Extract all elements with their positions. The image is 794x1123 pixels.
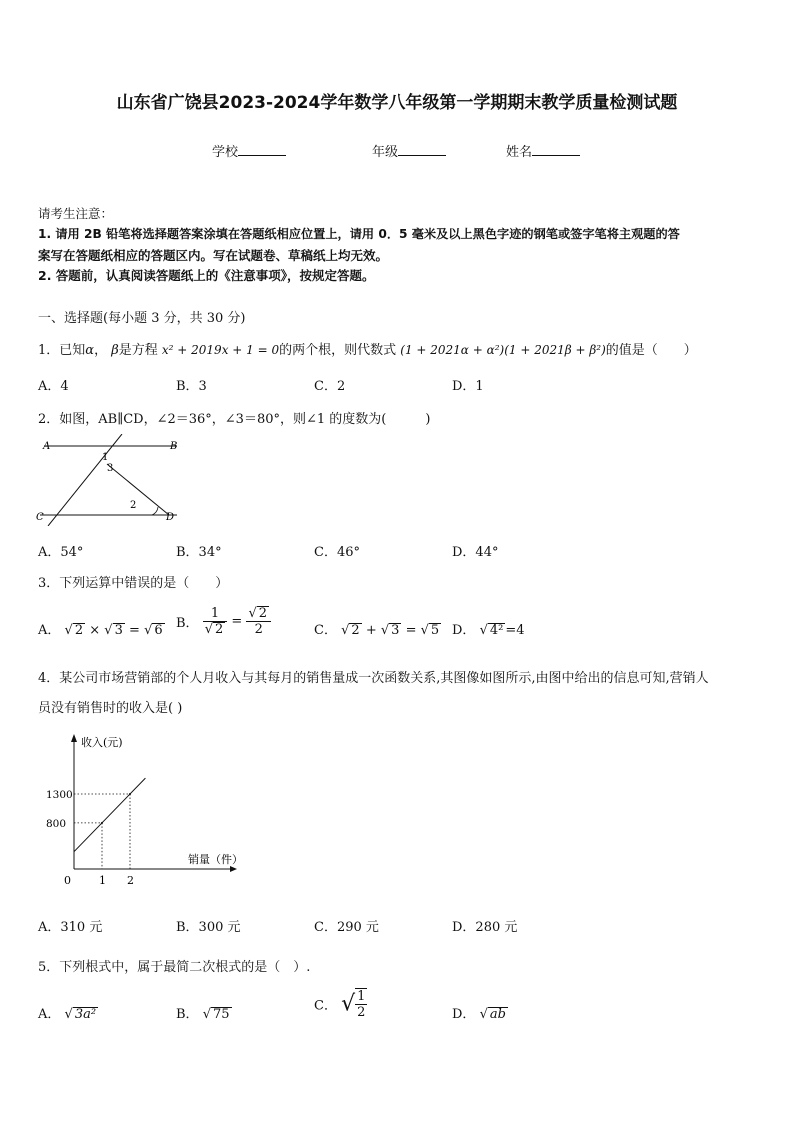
- label-angle-2: 2: [130, 500, 137, 511]
- q3-option-b-label: B．: [176, 616, 199, 632]
- q5-c-den: 2: [357, 1005, 366, 1020]
- q4-option-a[interactable]: A．310 元: [38, 920, 103, 935]
- q1-equation: x² + 2019x + 1 = 0: [161, 343, 280, 357]
- q5-option-c[interactable]: C． √ $\frac{1}{2}$: [314, 989, 366, 1020]
- label-a: A: [43, 441, 51, 452]
- q5-b-rad: 75: [213, 1007, 230, 1022]
- question-5: 5．下列根式中，属于最简二次根式的是（ ）.: [38, 960, 311, 975]
- name-blank[interactable]: [532, 143, 580, 156]
- q3-option-c[interactable]: C． √ 2 + √ 3 = √ 5: [314, 623, 440, 638]
- name-label: 姓名: [506, 145, 533, 160]
- q3-d-eq: =4: [505, 623, 525, 638]
- q5-option-d[interactable]: D． √ ab: [452, 1007, 506, 1022]
- q3-b-num: 1: [203, 606, 228, 622]
- q3-d-rad: 4²: [489, 623, 504, 638]
- q4-income-chart: [30, 730, 260, 892]
- q3-option-d[interactable]: D． √ 4² =4: [452, 623, 525, 638]
- q1-expression: (1 + 2021α + α²)(1 + 2021β + β²): [400, 343, 606, 357]
- grade-label: 年级: [372, 145, 399, 160]
- q3-option-d-label: D．: [452, 623, 476, 638]
- q5-option-b[interactable]: B． √ 75: [176, 1007, 230, 1022]
- data-point-1: [101, 822, 103, 824]
- q2-option-b[interactable]: B．34°: [176, 545, 222, 560]
- q2-parallel-lines-figure: [34, 434, 184, 526]
- q3-c-eq: =: [405, 623, 417, 638]
- question-2: 2．如图，AB∥CD，∠2＝36°，∠3＝80°，则∠1 的度数为( ): [38, 412, 431, 427]
- q5-a-rad: 3a²: [74, 1007, 97, 1022]
- label-angle-3: 3: [107, 463, 114, 474]
- segment: [107, 464, 169, 515]
- label-c: C: [36, 512, 44, 523]
- school-label: 学校: [212, 145, 239, 160]
- q3-b-num2: 2: [258, 606, 268, 621]
- q1-option-d[interactable]: D．1: [452, 379, 484, 394]
- q5-option-a-label: A．: [38, 1007, 61, 1022]
- x-axis-arrow: [230, 866, 237, 872]
- school-blank[interactable]: [238, 143, 286, 156]
- label-b: B: [170, 441, 178, 452]
- notice-item1-line1: 1. 请用 2B 铅笔将选择题答案涂填在答题纸相应位置上，请用 0．5 毫米及以上黑色字迹的钢笔或签字笔将主观题的答: [38, 227, 680, 241]
- q1-option-b[interactable]: B．3: [176, 379, 207, 394]
- q1-mid: 是方程: [118, 343, 158, 358]
- q1-beta: β: [111, 343, 119, 358]
- q2-option-c[interactable]: C．46°: [314, 545, 360, 560]
- grade-blank[interactable]: [398, 143, 446, 156]
- q3-option-b[interactable]: B． $\frac{1}{√ 2}$ = $\frac{√ 2}{2}$: [176, 606, 271, 637]
- q4-option-d[interactable]: D．280 元: [452, 920, 518, 935]
- origin-label: 0: [64, 874, 71, 887]
- name-field[interactable]: [506, 141, 580, 160]
- data-point-2: [129, 793, 131, 795]
- q5-option-d-label: D．: [452, 1007, 476, 1022]
- y-axis-label: 收入(元): [81, 736, 123, 749]
- q4-option-b[interactable]: B．300 元: [176, 920, 241, 935]
- q5-c-num: 1: [357, 989, 366, 1004]
- q3-b-den2: 2: [254, 622, 263, 638]
- q1-alpha: α: [85, 343, 95, 358]
- q3-a-eq: =: [129, 623, 140, 638]
- q3-option-c-label: C．: [314, 623, 337, 638]
- q4-option-c[interactable]: C．290 元: [314, 920, 379, 935]
- notice-heading: 请考生注意：: [38, 206, 114, 221]
- notice-item1-line2: 案写在答题纸相应的答题区内。写在试题卷、草稿纸上均无效。: [38, 248, 389, 263]
- q5-option-b-label: B．: [176, 1007, 199, 1022]
- question-3: 3．下列运算中错误的是（ ）: [38, 576, 229, 591]
- q1-mid2: 的两个根，则代数式: [279, 343, 397, 358]
- y-tick-label-1300: 1300: [46, 788, 73, 801]
- transversal: [48, 434, 122, 526]
- x-tick-label-1: 1: [99, 874, 106, 887]
- question-1: [38, 339, 697, 358]
- q1-prefix: 1．已知: [38, 343, 86, 358]
- section-heading: 一、选择题(每小题 3 分，共 30 分): [38, 311, 246, 326]
- q3-c-plus: +: [365, 623, 377, 638]
- q3-option-a-label: A．: [38, 623, 61, 638]
- q3-c-rad3: 5: [430, 623, 440, 638]
- income-line: [74, 778, 145, 852]
- q3-option-a[interactable]: A． √ 2 × √ 3 = √ 6: [38, 623, 163, 638]
- label-angle-1: 1: [102, 452, 109, 463]
- q3-a-times: ×: [89, 623, 101, 638]
- y-tick-label-800: 800: [46, 817, 67, 830]
- q3-a-rad1: 2: [74, 623, 84, 638]
- notice-item2: 2. 答题前，认真阅读答题纸上的《注意事项》，按规定答题。: [38, 268, 375, 283]
- page-title: 山东省广饶县2023-2024学年数学八年级第一学期期末教学质量检测试题: [116, 93, 678, 113]
- question-4-line1: 4．某公司市场营销部的个人月收入与其每月的销售量成一次函数关系,其图像如图所示,由图中给出的信息可知,营销人: [38, 671, 709, 686]
- x-tick-label-2: 2: [127, 874, 134, 887]
- grade-field[interactable]: [372, 141, 446, 160]
- question-4-line2: 员没有销售时的收入是( ): [38, 701, 183, 716]
- q2-option-d[interactable]: D．44°: [452, 545, 499, 560]
- q3-c-rad1: 2: [351, 623, 360, 638]
- q5-option-c-label: C．: [314, 998, 337, 1014]
- q5-d-rad: ab: [489, 1007, 506, 1022]
- q1-option-a[interactable]: A．4: [38, 379, 69, 394]
- label-d: D: [166, 512, 175, 523]
- q5-option-a[interactable]: A． √ 3a²: [38, 1007, 97, 1022]
- q1-comma: ，: [94, 343, 108, 358]
- q1-option-c[interactable]: C．2: [314, 379, 346, 394]
- school-field[interactable]: [212, 141, 286, 160]
- q3-a-rad2: 3: [114, 623, 123, 638]
- q3-c-rad2: 3: [391, 623, 400, 638]
- q1-suffix: 的值是（ ）: [605, 343, 697, 358]
- y-axis-arrow: [71, 734, 77, 742]
- q3-b-den: 2: [215, 622, 224, 637]
- q3-a-rad3: 6: [154, 623, 163, 638]
- q2-option-a[interactable]: A．54°: [38, 545, 84, 560]
- q3-b-eq: =: [231, 614, 243, 630]
- x-axis-label: 销量（件）: [188, 853, 243, 866]
- angle-2-arc: [152, 507, 158, 515]
